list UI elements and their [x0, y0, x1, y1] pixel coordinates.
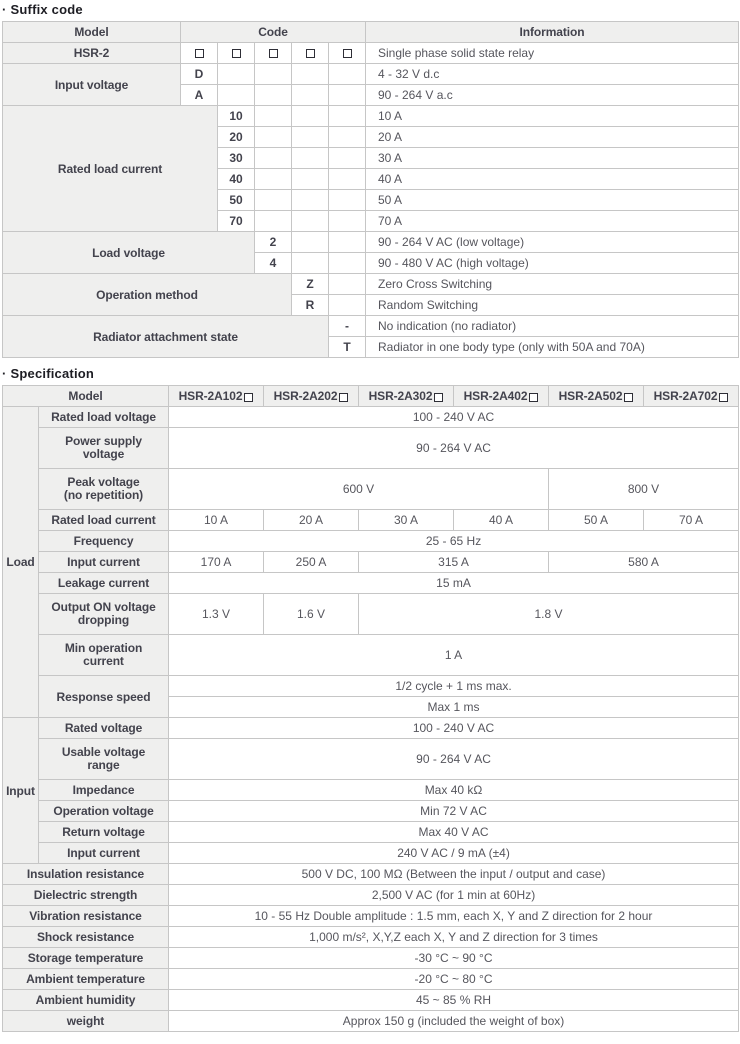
spec-row — [3, 990, 739, 1011]
model-name: HSR-2A302 — [368, 389, 433, 403]
spec-value-cell: 100 - 240 V AC — [169, 718, 739, 739]
code-cell: Z — [292, 274, 329, 295]
spec-value-cell: 70 A — [644, 510, 739, 531]
empty-code-cell — [292, 190, 329, 211]
info-cell: 90 - 264 V AC (low voltage) — [366, 232, 739, 253]
code-placeholder-box-icon — [269, 49, 278, 58]
spec-row — [3, 948, 739, 969]
spec-label-peak-voltage — [39, 469, 169, 510]
spec-label-rated-load-voltage: Rated load voltage — [39, 407, 169, 428]
empty-code-cell — [255, 169, 292, 190]
spec-value-cell: 315 A — [359, 552, 549, 573]
spec-value-cell: 240 V AC / 9 mA (±4) — [169, 843, 739, 864]
spec-label-ambient-temperature: Ambient temperature — [3, 969, 169, 990]
specification-table — [2, 385, 739, 1032]
info-cell: 4 - 32 V d.c — [366, 64, 739, 85]
info-cell: 50 A — [366, 190, 739, 211]
model-code-box-icon — [244, 393, 253, 402]
spec-value-cell: 1,000 m/s², X,Y,Z each X, Y and Z direction for 3 times — [169, 927, 739, 948]
group-label-operation-method: Operation method — [3, 274, 292, 316]
spec-row — [3, 531, 739, 552]
empty-code-cell — [292, 64, 329, 85]
group-label-radiator-attachment-state: Radiator attachment state — [3, 316, 329, 358]
code-cell: 50 — [218, 190, 255, 211]
spec-value-cell: 2,500 V AC (for 1 min at 60Hz) — [169, 885, 739, 906]
spec-model-column — [549, 386, 644, 407]
suffix-header-information: Information — [366, 22, 739, 43]
model-name: HSR-2A102 — [178, 389, 243, 403]
group-label-load-voltage: Load voltage — [3, 232, 255, 274]
model-info-cell: Single phase solid state relay — [366, 43, 739, 64]
spec-row — [3, 676, 739, 697]
label-line: Usable voltage — [61, 745, 146, 759]
spec-value-cell: 1 A — [169, 635, 739, 676]
spec-value-cell: 100 - 240 V AC — [169, 407, 739, 428]
spec-row — [3, 822, 739, 843]
spec-model-column — [169, 386, 264, 407]
code-cell: 40 — [218, 169, 255, 190]
spec-label-impedance: Impedance — [39, 780, 169, 801]
model-code-box-icon — [624, 393, 633, 402]
code-placeholder-box-icon — [195, 49, 204, 58]
spec-value-cell: 500 V DC, 100 MΩ (Between the input / output and case) — [169, 864, 739, 885]
spec-value-cell: 1.6 V — [264, 594, 359, 635]
empty-code-cell — [329, 274, 366, 295]
suffix-header-row — [3, 22, 739, 43]
code-placeholder-box-icon — [343, 49, 352, 58]
spec-label-shock-resistance: Shock resistance — [3, 927, 169, 948]
spec-row — [3, 469, 739, 510]
spec-value-cell: Max 1 ms — [169, 697, 739, 718]
spec-label-response-speed: Response speed — [39, 676, 169, 718]
empty-code-cell — [329, 148, 366, 169]
spec-row — [3, 594, 739, 635]
spec-model-column — [264, 386, 359, 407]
model-code-box-icon — [339, 393, 348, 402]
code-cell: 2 — [255, 232, 292, 253]
spec-label-dielectric-strength: Dielectric strength — [3, 885, 169, 906]
spec-row — [3, 573, 739, 594]
spec-value-cell: 580 A — [549, 552, 739, 573]
info-cell: Zero Cross Switching — [366, 274, 739, 295]
code-placeholder-box-icon — [306, 49, 315, 58]
model-code-box-icon — [529, 393, 538, 402]
spec-row — [3, 927, 739, 948]
model-name-cell: HSR-2 — [3, 43, 181, 64]
model-code-box-icon — [719, 393, 728, 402]
spec-model-column — [454, 386, 549, 407]
spec-value-cell: 50 A — [549, 510, 644, 531]
info-cell: 20 A — [366, 127, 739, 148]
spec-value-cell: 10 A — [169, 510, 264, 531]
label-line: voltage — [82, 447, 125, 461]
spec-value-cell: 600 V — [169, 469, 549, 510]
suffix-section-title-text: Suffix code — [10, 2, 83, 17]
empty-code-cell — [329, 64, 366, 85]
spec-row — [3, 780, 739, 801]
empty-code-cell — [255, 148, 292, 169]
spec-row — [3, 739, 739, 780]
bullet-icon: · — [2, 366, 7, 381]
spec-value-cell: 40 A — [454, 510, 549, 531]
empty-code-cell — [329, 253, 366, 274]
spec-value-cell: 20 A — [264, 510, 359, 531]
label-line: dropping — [77, 613, 130, 627]
empty-code-cell — [329, 232, 366, 253]
spec-value-cell: 90 - 264 V AC — [169, 739, 739, 780]
empty-code-cell — [329, 295, 366, 316]
code-digit-cell — [218, 43, 255, 64]
code-digit-cell — [329, 43, 366, 64]
code-cell: 20 — [218, 127, 255, 148]
empty-code-cell — [292, 127, 329, 148]
info-cell: 10 A — [366, 106, 739, 127]
spec-value-cell: 10 - 55 Hz Double amplitude : 1.5 mm, each X, Y and Z direction for 2 hour — [169, 906, 739, 927]
spec-value-cell: 30 A — [359, 510, 454, 531]
spec-section-title — [2, 366, 740, 381]
spec-label-frequency: Frequency — [39, 531, 169, 552]
spec-row — [3, 1011, 739, 1032]
info-cell: Random Switching — [366, 295, 739, 316]
info-cell: 70 A — [366, 211, 739, 232]
spec-row — [3, 552, 739, 573]
code-cell: 4 — [255, 253, 292, 274]
spec-value-cell: 170 A — [169, 552, 264, 573]
label-line: Power supply — [65, 434, 142, 448]
spec-row — [3, 906, 739, 927]
spec-value-cell: 45 ~ 85 % RH — [169, 990, 739, 1011]
group-label-input-voltage: Input voltage — [3, 64, 181, 106]
spec-row — [3, 407, 739, 428]
spec-value-cell: 1.8 V — [359, 594, 739, 635]
spec-row — [3, 864, 739, 885]
info-cell: 30 A — [366, 148, 739, 169]
suffix-row — [3, 106, 739, 127]
empty-code-cell — [329, 127, 366, 148]
spec-row — [3, 718, 739, 739]
spec-value-cell: -20 °C ~ 80 °C — [169, 969, 739, 990]
empty-code-cell — [218, 85, 255, 106]
spec-row — [3, 969, 739, 990]
empty-code-cell — [292, 169, 329, 190]
code-cell: D — [181, 64, 218, 85]
code-digit-cell — [292, 43, 329, 64]
spec-label-input-current: Input current — [39, 843, 169, 864]
empty-code-cell — [329, 85, 366, 106]
spec-value-cell: Min 72 V AC — [169, 801, 739, 822]
spec-label-rated-load-current: Rated load current — [39, 510, 169, 531]
code-cell: T — [329, 337, 366, 358]
spec-value-cell: 25 - 65 Hz — [169, 531, 739, 552]
code-cell: A — [181, 85, 218, 106]
spec-value-cell: 1/2 cycle + 1 ms max. — [169, 676, 739, 697]
spec-value-cell: Max 40 kΩ — [169, 780, 739, 801]
empty-code-cell — [329, 211, 366, 232]
code-cell: R — [292, 295, 329, 316]
code-digit-cell — [181, 43, 218, 64]
spec-value-cell: -30 °C ~ 90 °C — [169, 948, 739, 969]
label-line: Min operation — [64, 641, 143, 655]
empty-code-cell — [329, 190, 366, 211]
group-label-rated-load-current: Rated load current — [3, 106, 218, 232]
empty-code-cell — [329, 169, 366, 190]
label-line: range — [87, 758, 120, 772]
suffix-row — [3, 316, 739, 337]
spec-value-cell: 250 A — [264, 552, 359, 573]
code-cell: 70 — [218, 211, 255, 232]
spec-value-cell: 1.3 V — [169, 594, 264, 635]
empty-code-cell — [255, 106, 292, 127]
spec-row — [3, 885, 739, 906]
spec-label-vibration-resistance: Vibration resistance — [3, 906, 169, 927]
spec-row — [3, 801, 739, 822]
model-name: HSR-2A502 — [558, 389, 623, 403]
model-name: HSR-2A202 — [273, 389, 338, 403]
spec-label-rated-voltage: Rated voltage — [39, 718, 169, 739]
suffix-model-row — [3, 43, 739, 64]
code-placeholder-box-icon — [232, 49, 241, 58]
spec-value-cell: Max 40 V AC — [169, 822, 739, 843]
empty-code-cell — [255, 64, 292, 85]
spec-row — [3, 635, 739, 676]
empty-code-cell — [292, 85, 329, 106]
suffix-row — [3, 232, 739, 253]
empty-code-cell — [218, 64, 255, 85]
label-line: Peak voltage — [67, 475, 140, 489]
spec-value-cell: Approx 150 g (included the weight of box) — [169, 1011, 739, 1032]
spec-header-row — [3, 386, 739, 407]
info-cell: No indication (no radiator) — [366, 316, 739, 337]
empty-code-cell — [255, 127, 292, 148]
suffix-section-title — [2, 2, 740, 17]
empty-code-cell — [255, 211, 292, 232]
code-cell: 10 — [218, 106, 255, 127]
empty-code-cell — [255, 190, 292, 211]
spec-value-cell: 800 V — [549, 469, 739, 510]
info-cell: Radiator in one body type (only with 50A and 70A) — [366, 337, 739, 358]
model-name: HSR-2A402 — [463, 389, 528, 403]
model-code-box-icon — [434, 393, 443, 402]
empty-code-cell — [255, 85, 292, 106]
spec-label-leakage-current: Leakage current — [39, 573, 169, 594]
label-line: Output ON voltage — [51, 600, 156, 614]
label-line: current — [83, 654, 124, 668]
spec-label-output-on-voltage-dropping — [39, 594, 169, 635]
spec-label-return-voltage: Return voltage — [39, 822, 169, 843]
suffix-header-code: Code — [181, 22, 366, 43]
empty-code-cell — [292, 253, 329, 274]
spec-label-storage-temperature: Storage temperature — [3, 948, 169, 969]
group-label-load: Load — [3, 407, 39, 718]
spec-label-weight: weight — [3, 1011, 169, 1032]
suffix-header-model: Model — [3, 22, 181, 43]
spec-model-column — [359, 386, 454, 407]
spec-label-operation-voltage: Operation voltage — [39, 801, 169, 822]
suffix-row — [3, 274, 739, 295]
spec-section-title-text: Specification — [10, 366, 95, 381]
bullet-icon: · — [2, 2, 7, 17]
group-label-input: Input — [3, 718, 39, 864]
spec-label-min-operation-current — [39, 635, 169, 676]
code-cell: - — [329, 316, 366, 337]
spec-row — [3, 843, 739, 864]
empty-code-cell — [292, 211, 329, 232]
spec-model-column — [644, 386, 739, 407]
empty-code-cell — [329, 106, 366, 127]
info-cell: 90 - 264 V a.c — [366, 85, 739, 106]
spec-label-insulation-resistance: Insulation resistance — [3, 864, 169, 885]
suffix-row — [3, 64, 739, 85]
spec-label-ambient-humidity: Ambient humidity — [3, 990, 169, 1011]
label-line: (no repetition) — [63, 488, 144, 502]
spec-label-power-supply-voltage — [39, 428, 169, 469]
code-digit-cell — [255, 43, 292, 64]
spec-header-model: Model — [3, 386, 169, 407]
model-name: HSR-2A702 — [653, 389, 718, 403]
spec-label-usable-voltage-range — [39, 739, 169, 780]
spec-value-cell: 15 mA — [169, 573, 739, 594]
empty-code-cell — [292, 148, 329, 169]
suffix-code-table — [2, 21, 739, 358]
code-cell: 30 — [218, 148, 255, 169]
spec-value-cell: 90 - 264 V AC — [169, 428, 739, 469]
empty-code-cell — [292, 106, 329, 127]
info-cell: 90 - 480 V AC (high voltage) — [366, 253, 739, 274]
spec-row — [3, 510, 739, 531]
spec-row — [3, 428, 739, 469]
info-cell: 40 A — [366, 169, 739, 190]
spec-label-input-current-load: Input current — [39, 552, 169, 573]
empty-code-cell — [292, 232, 329, 253]
